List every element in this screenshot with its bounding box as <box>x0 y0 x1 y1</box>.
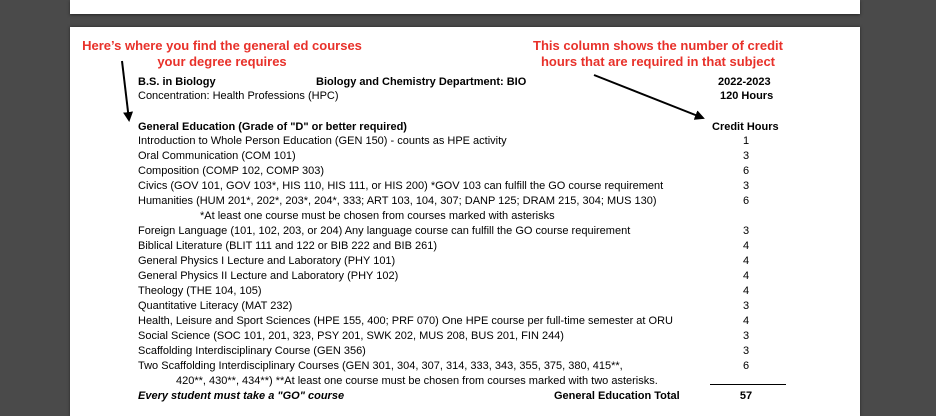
arrow-left <box>122 61 129 120</box>
course-name: Health, Leisure and Sport Sciences (HPE 155, 400; PRF 070) One HPE course per full-time semester at ORU <box>138 315 673 327</box>
course-name: Civics (GOV 101, GOV 103*, HIS 110, HIS 111, or HIS 200) *GOV 103 can fulfill the GO course requirement <box>138 180 664 192</box>
course-credits: 6 <box>742 165 750 177</box>
course-credits: 6 <box>742 195 750 207</box>
course-name: Oral Communication (COM 101) <box>138 150 296 162</box>
course-credits: 3 <box>742 330 750 342</box>
credit-hours-header: Credit Hours <box>712 121 779 133</box>
course-name: Scaffolding Interdisciplinary Course (GEN 356) <box>138 345 366 357</box>
course-name: General Physics II Lecture and Laboratory (PHY 102) <box>138 270 399 282</box>
general-education-total-label: General Education Total <box>554 390 680 402</box>
concentration: Concentration: Health Professions (HPC) <box>138 90 339 102</box>
course-credits: 4 <box>742 240 750 252</box>
total-hours: 120 Hours <box>720 90 774 102</box>
course-credits: 4 <box>742 270 750 282</box>
course-name: Humanities (HUM 201*, 202*, 203*, 204*, 333; ART 103, 104, 307; DANP 125; DRAM 215, 304; MUS 130) <box>138 195 657 207</box>
department-name: Biology and Chemistry Department: BIO <box>316 76 527 88</box>
course-name: Introduction to Whole Person Education (GEN 150) - counts as HPE activity <box>138 135 507 147</box>
annotation-credit-hours: This column shows the number of credit hours that are required in that subject <box>533 38 783 69</box>
course-name: Social Science (SOC 101, 201, 323, PSY 201, SWK 202, MUS 208, BUS 201, FIN 244) <box>138 330 564 342</box>
course-name: Foreign Language (101, 102, 203, or 204) Any language course can fulfill the GO course requirement <box>138 225 631 237</box>
course-note: 420**, 430**, 434**) **At least one course must be chosen from courses marked with two asterisks. <box>176 375 658 387</box>
previous-page-edge <box>70 0 860 14</box>
course-credits: 4 <box>742 315 750 327</box>
course-credits: 3 <box>742 300 750 312</box>
course-name: Two Scaffolding Interdisciplinary Courses (GEN 301, 304, 307, 314, 333, 343, 355, 375, 380, 415**, <box>138 360 623 372</box>
general-education-total-value: 57 <box>739 390 753 402</box>
degree-title: B.S. in Biology <box>138 76 216 88</box>
course-credits: 3 <box>742 180 750 192</box>
total-underline <box>710 384 786 385</box>
annotation-general-ed: Here’s where you find the general ed courses your degree requires <box>82 38 362 69</box>
go-course-note: Every student must take a "GO" course <box>138 390 345 402</box>
section-title: General Education (Grade of "D" or better required) <box>138 121 407 133</box>
course-name: Quantitative Literacy (MAT 232) <box>138 300 293 312</box>
course-credits: 6 <box>742 360 750 372</box>
course-credits: 4 <box>742 285 750 297</box>
course-name: Composition (COMP 102, COMP 303) <box>138 165 325 177</box>
course-credits: 3 <box>742 150 750 162</box>
course-note: *At least one course must be chosen from courses marked with asterisks <box>200 210 555 222</box>
course-name: Theology (THE 104, 105) <box>138 285 262 297</box>
document-page <box>70 27 860 416</box>
course-credits: 4 <box>742 255 750 267</box>
course-credits: 3 <box>742 345 750 357</box>
course-credits: 1 <box>742 135 750 147</box>
course-credits: 3 <box>742 225 750 237</box>
arrow-right <box>594 75 703 118</box>
course-name: General Physics I Lecture and Laboratory (PHY 101) <box>138 255 396 267</box>
catalog-year: 2022-2023 <box>718 76 771 88</box>
course-name: Biblical Literature (BLIT 111 and 122 or BIB 222 and BIB 261) <box>138 240 438 252</box>
